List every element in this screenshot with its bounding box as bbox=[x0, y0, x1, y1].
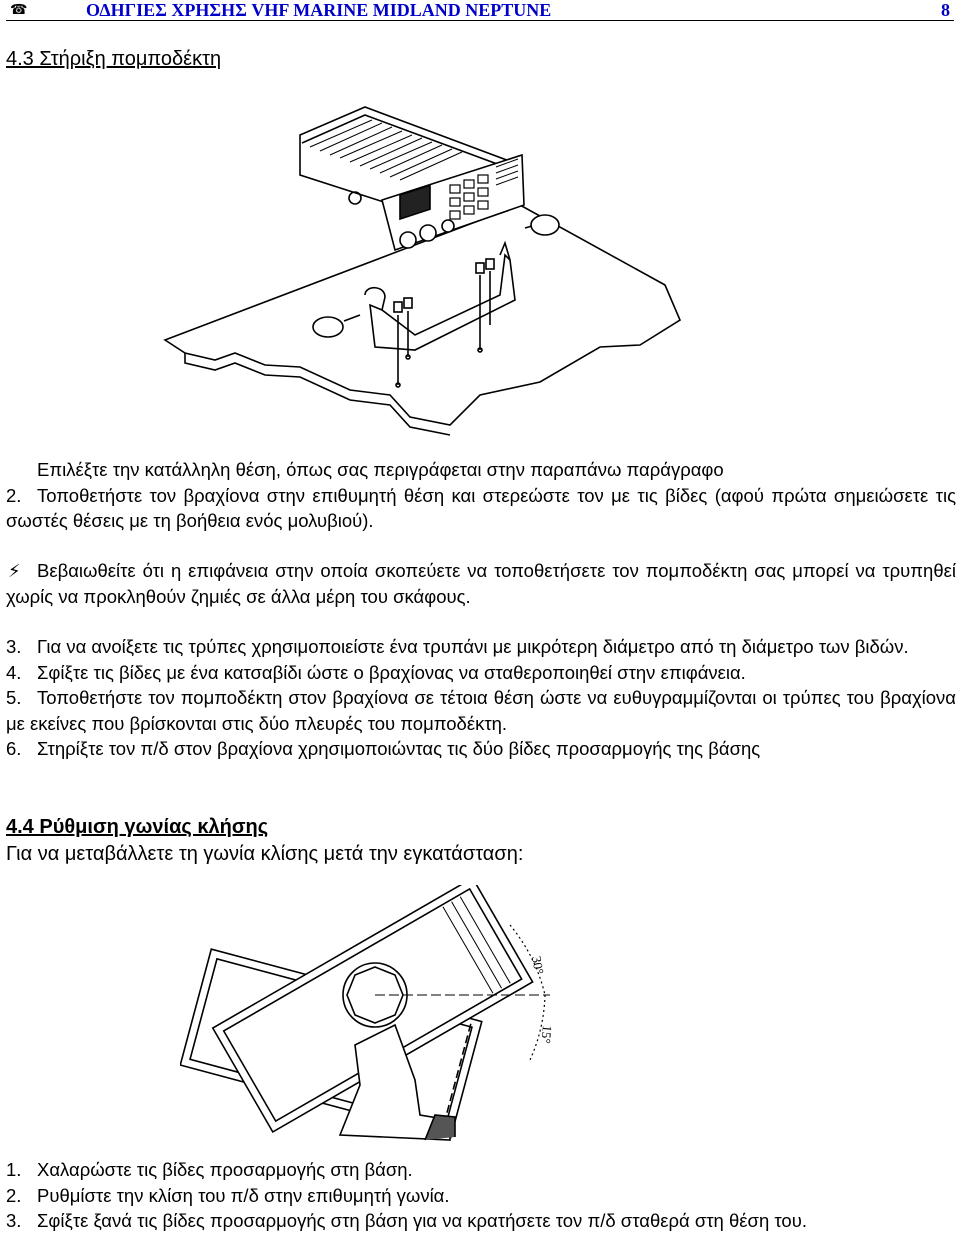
page-number: 8 bbox=[941, 0, 950, 20]
step-number: 5. bbox=[6, 687, 22, 708]
list-item bbox=[6, 457, 956, 483]
step-text: Σφίξτε τις βίδες με ένα κατσαβίδι ώστε ο βραχίονας να σταθεροποιηθεί στην επιφάνεια. bbox=[37, 661, 746, 683]
step-text: Για να ανοίξετε τις τρύπες χρησιμοποιείστε ένα τρυπάνι με μικρότερη διάμετρο από τη διάμετρο των βιδών. bbox=[37, 636, 909, 657]
list-item bbox=[6, 1157, 956, 1183]
list-item bbox=[6, 1183, 956, 1209]
angle-label-30: 30° bbox=[529, 954, 547, 976]
note-text-block bbox=[6, 558, 956, 609]
step-text: Τοποθετήστε τον πομποδέκτη στον βραχίονα σε τέτοια θέση ώστε να ευθυγραμμίζονται οι τρύπες του βραχίονα με εκείνες που βρίσκονται στις δύο πλευρές του πομποδέκτη. bbox=[6, 687, 956, 734]
document-title: ΟΔΗΓΙΕΣ ΧΡΗΣΗΣ VHF MARINE MIDLAND NEPTUNE bbox=[86, 0, 552, 20]
step-text: Τοποθετήστε τον βραχίονα στην επιθυμητή θέση και στερεώστε τον με τις βίδες (αφού πρώτα σημειώσετε τις σωστές θέσεις με τη βοήθεια ενός μολυβιού). bbox=[6, 484, 956, 531]
warning-lightning-icon: ⚡ bbox=[8, 561, 21, 582]
section-title-4-3: 4.3 Στήριξη πομποδέκτη bbox=[6, 48, 222, 70]
step-number: 3. bbox=[6, 1210, 22, 1231]
step-number bbox=[6, 457, 37, 483]
tilt-angle-illustration bbox=[180, 885, 600, 1155]
list-item bbox=[6, 483, 956, 534]
list-item bbox=[6, 660, 956, 686]
step-text: Χαλαρώστε τις βίδες προσαρμογής στη βάση. bbox=[37, 1159, 413, 1180]
note-text: Βεβαιωθείτε ότι η επιφάνεια στην οποία σκοπεύετε να τοποθετήσετε τον πομποδέκτη σας μπορεί να τρυπηθεί χωρίς να προκληθούν ζημιές σε άλλα μέρη του σκάφους. bbox=[6, 560, 956, 607]
step-number: 2. bbox=[6, 484, 22, 506]
section-title-4-4: 4.4 Ρύθμιση γωνίας κλήσης bbox=[6, 816, 269, 838]
step-text: Ρυθμίστε την κλίση του π/δ στην επιθυμητή γωνία. bbox=[37, 1184, 450, 1206]
steps-list-c bbox=[6, 1157, 956, 1234]
steps-list-a bbox=[6, 457, 956, 534]
step-text: Επιλέξτε την κατάλληλη θέση, όπως σας περιγράφεται στην παραπάνω παράγραφο bbox=[37, 459, 724, 480]
list-item bbox=[6, 685, 956, 736]
phone-icon: ☎ bbox=[10, 2, 28, 18]
step-number: 4. bbox=[6, 661, 22, 683]
list-item bbox=[6, 736, 956, 762]
step-number: 1. bbox=[6, 1159, 22, 1180]
step-number: 2. bbox=[6, 1184, 22, 1206]
mounting-illustration bbox=[160, 95, 760, 440]
list-item bbox=[6, 1208, 956, 1234]
step-text: Σφίξτε ξανά τις βίδες προσαρμογής στη βάση για να κρατήσετε τον π/δ σταθερά στη θέση του. bbox=[37, 1210, 807, 1231]
list-item bbox=[6, 634, 956, 660]
page-header bbox=[6, 0, 954, 21]
section-intro: Για να μεταβάλλετε τη γωνία κλίσης μετά την εγκατάσταση: bbox=[6, 843, 524, 865]
step-text: Στηρίξτε τον π/δ στον βραχίονα χρησιμοποιώντας τις δύο βίδες προσαρμογής της βάσης bbox=[37, 738, 761, 759]
step-number: 6. bbox=[6, 738, 22, 759]
step-number: 3. bbox=[6, 636, 22, 657]
angle-label-15: 15° bbox=[538, 1024, 555, 1045]
steps-list-b bbox=[6, 634, 956, 762]
